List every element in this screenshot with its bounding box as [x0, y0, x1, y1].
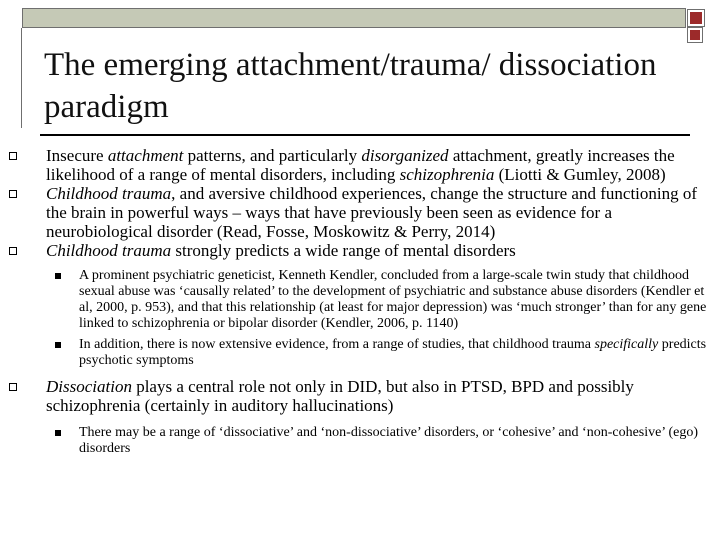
left-vertical-rule — [21, 28, 22, 128]
slide-title: The emerging attachment/trauma/ dissociation paradigm — [44, 47, 657, 125]
filled-square-bullet-icon — [55, 342, 61, 348]
bullet-attachment: Insecure attachment patterns, and particularly disorganized attachment, greatly increases the likelihood of a range of mental disorders, including schizophrenia (Liotti & Gumley, 2008) — [46, 146, 714, 184]
hollow-square-bullet-icon — [9, 383, 17, 391]
bullet-childhood-trauma-brain: Childhood trauma, and aversive childhood experiences, change the structure and functioning of the brain in powerful ways – ways that have previously been seen as evidence for a neurobiological disorder (Read, Fosse, Moskowitz & Perry, 2014) — [46, 184, 714, 241]
corner-square — [688, 10, 704, 26]
hollow-square-bullet-icon — [9, 152, 17, 160]
corner-square-small — [688, 28, 702, 42]
title-underline — [40, 134, 690, 136]
filled-square-bullet-icon — [55, 273, 61, 279]
hollow-square-bullet-icon — [9, 190, 17, 198]
sub-bullet-dissociative-range: There may be a range of ‘dissociative’ and ‘non-dissociative’ disorders, or ‘cohesive’ and ‘non-cohesive’ (ego) disorders — [79, 425, 715, 457]
sub-bullet-kendler: A prominent psychiatric geneticist, Kenneth Kendler, concluded from a large-scale twin study that childhood sexual abuse was ‘causally related’ to the development of psychiatric and substance abuse disorders (Kendler et al, 2000, p. 953), and that this relationship (at least for major depression) was ‘much stronger’ than for any gene linked to schizophrenia or bipolar disorder (Kendler, 2006, p. 1140) — [79, 268, 715, 332]
hollow-square-bullet-icon — [9, 247, 17, 255]
bullet-childhood-trauma-predicts: Childhood trauma strongly predicts a wide range of mental disorders — [46, 241, 714, 260]
slide-body — [0, 146, 720, 457]
header-bar — [22, 8, 686, 28]
sub-bullet-psychotic-symptoms: In addition, there is now extensive evidence, from a range of studies, that childhood trauma specifically predicts psychotic symptoms — [79, 337, 715, 369]
bullet-dissociation: Dissociation plays a central role not only in DID, but also in PTSD, BPD and possibly schizophrenia (certainly in auditory hallucinations) — [46, 377, 714, 415]
filled-square-bullet-icon — [55, 430, 61, 436]
